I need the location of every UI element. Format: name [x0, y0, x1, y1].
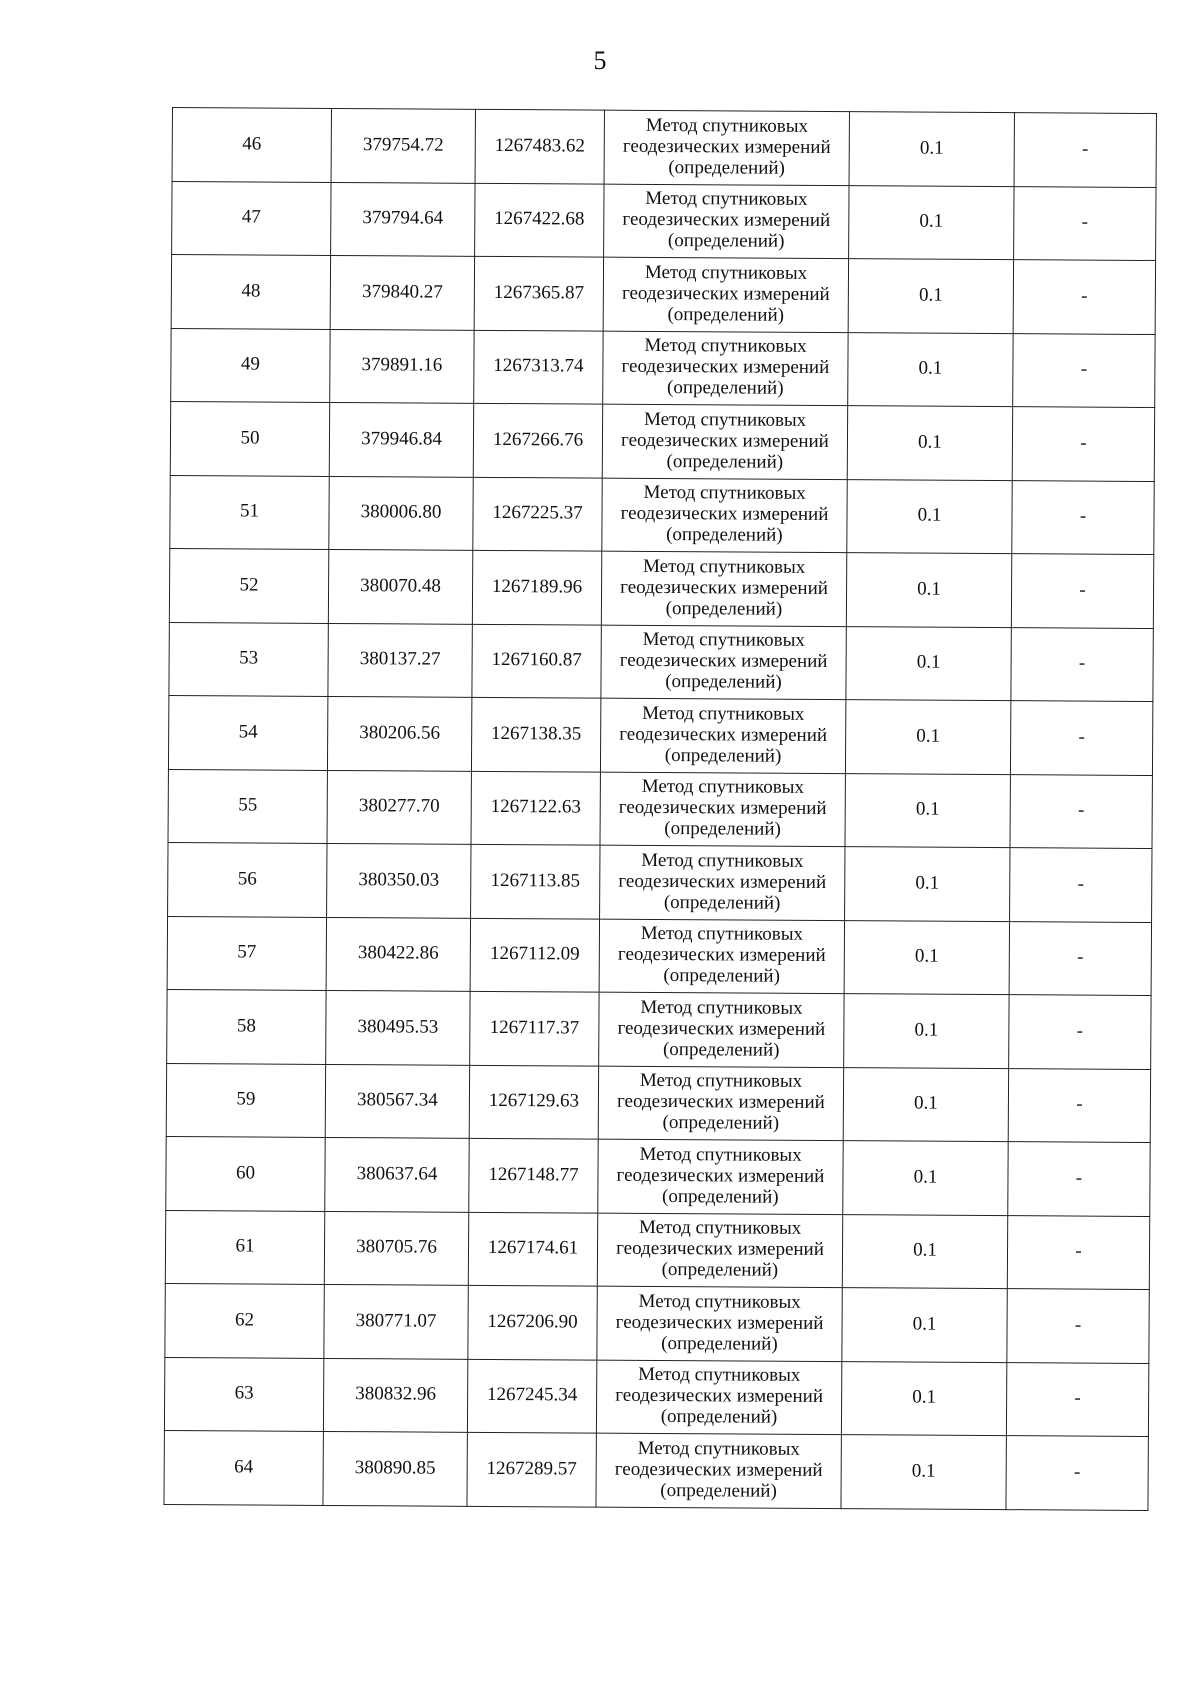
- coordinates-table: [163, 107, 1157, 1510]
- method-text-line: геодезических измерений: [617, 944, 826, 967]
- point-number-cell: 60: [166, 1136, 325, 1210]
- method-text-line: геодезических измерений: [616, 1091, 825, 1114]
- method-text-line: геодезических измерений: [620, 503, 829, 526]
- coordinate-x-cell: 379794.64: [331, 182, 475, 256]
- method-cell: [596, 1433, 841, 1508]
- method-text-line: (определений): [662, 1185, 779, 1208]
- table-row: [171, 328, 1155, 408]
- coordinate-x-cell: 379840.27: [330, 255, 474, 329]
- coordinate-y-cell: 1267174.61: [468, 1212, 597, 1286]
- coordinate-x-cell: 380567.34: [325, 1064, 469, 1138]
- coordinate-y-cell: 1267365.87: [474, 256, 603, 330]
- table-row: [169, 622, 1153, 702]
- table-row: [169, 548, 1153, 628]
- method-text-line: (определений): [663, 965, 781, 987]
- accuracy-cell: 0.1: [844, 994, 1009, 1069]
- note-cell: -: [1009, 921, 1151, 995]
- method-cell: [603, 257, 848, 332]
- point-number-cell: 57: [167, 916, 326, 990]
- method-text-line: Метод спутниковых: [639, 1070, 803, 1093]
- accuracy-cell: 0.1: [848, 332, 1013, 407]
- note-cell: -: [1011, 554, 1153, 628]
- note-cell: -: [1008, 1068, 1150, 1142]
- method-text-line: (определений): [660, 1479, 777, 1502]
- table-row: [166, 1136, 1150, 1216]
- point-number-cell: 64: [164, 1430, 323, 1504]
- note-cell: -: [1011, 627, 1153, 701]
- point-number-cell: 56: [168, 842, 327, 916]
- point-number-cell: 46: [172, 108, 331, 182]
- method-text-line: (определений): [662, 1038, 780, 1061]
- note-cell: -: [1006, 1436, 1148, 1510]
- note-cell: -: [1012, 480, 1154, 554]
- method-cell: [601, 551, 846, 626]
- coordinate-x-cell: 380832.96: [323, 1358, 467, 1432]
- coordinate-y-cell: 1267189.96: [472, 550, 601, 624]
- accuracy-cell: 0.1: [846, 553, 1011, 628]
- accuracy-cell: 0.1: [841, 1435, 1006, 1510]
- note-cell: -: [1010, 848, 1152, 922]
- method-cell: [598, 1066, 843, 1141]
- accuracy-cell: 0.1: [849, 185, 1014, 260]
- point-number-cell: 63: [164, 1357, 323, 1431]
- note-cell: -: [1012, 407, 1154, 481]
- method-text-line: (определений): [666, 450, 784, 473]
- point-number-cell: 59: [166, 1063, 325, 1137]
- method-text-line: геодезических измерений: [615, 1311, 824, 1334]
- method-cell: [600, 772, 845, 847]
- coordinate-x-cell: 380070.48: [328, 549, 472, 623]
- method-text-line: Метод спутниковых: [642, 702, 805, 725]
- table-row: [166, 1063, 1150, 1143]
- method-cell: [604, 184, 849, 259]
- table-row: [165, 1283, 1149, 1363]
- method-text-line: геодезических измерений: [617, 1017, 826, 1040]
- method-cell: [597, 1213, 842, 1288]
- accuracy-cell: 0.1: [848, 259, 1013, 334]
- method-text-line: Метод спутниковых: [637, 1437, 801, 1460]
- coordinate-y-cell: 1267117.37: [470, 991, 599, 1065]
- coordinate-x-cell: 379946.84: [329, 402, 473, 476]
- method-text-line: геодезических измерений: [621, 356, 830, 379]
- coordinate-y-cell: 1267289.57: [467, 1432, 596, 1506]
- method-cell: [602, 404, 847, 479]
- method-cell: [598, 1139, 843, 1214]
- method-text-line: геодезических измерений: [620, 576, 829, 599]
- method-text-line: геодезических измерений: [622, 209, 831, 232]
- accuracy-cell: 0.1: [845, 773, 1010, 848]
- coordinate-x-cell: 380771.07: [324, 1284, 468, 1358]
- coordinate-x-cell: 380637.64: [325, 1137, 469, 1211]
- method-cell: [600, 845, 845, 920]
- point-number-cell: 48: [171, 255, 330, 329]
- method-text-line: Метод спутниковых: [643, 482, 806, 505]
- accuracy-cell: 0.1: [841, 1361, 1006, 1436]
- method-cell: [600, 698, 845, 773]
- method-text-line: (определений): [664, 818, 781, 840]
- accuracy-cell: 0.1: [845, 700, 1010, 775]
- table-row: [167, 916, 1151, 996]
- coordinate-y-cell: 1267206.90: [468, 1285, 597, 1359]
- table-row: [170, 475, 1154, 555]
- table-row: [172, 181, 1156, 261]
- coordinate-y-cell: 1267148.77: [469, 1138, 598, 1212]
- method-text-line: геодезических измерений: [618, 797, 827, 820]
- coordinate-y-cell: 1267422.68: [475, 183, 604, 257]
- method-text-line: геодезических измерений: [614, 1458, 823, 1481]
- method-text-line: (определений): [664, 744, 782, 767]
- point-number-cell: 62: [165, 1283, 324, 1357]
- method-cell: [602, 478, 847, 553]
- accuracy-cell: 0.1: [842, 1214, 1007, 1289]
- point-number-cell: 54: [168, 695, 327, 769]
- coordinate-x-cell: 380890.85: [323, 1431, 467, 1505]
- table-row: [164, 1430, 1148, 1510]
- coordinate-y-cell: 1267113.85: [471, 844, 600, 918]
- coordinate-y-cell: 1267138.35: [471, 697, 600, 771]
- method-cell: [599, 919, 844, 994]
- method-text-line: геодезических измерений: [619, 723, 828, 746]
- coordinate-y-cell: 1267160.87: [472, 624, 601, 698]
- table-row: [165, 1210, 1149, 1290]
- accuracy-cell: 0.1: [844, 920, 1009, 995]
- note-cell: -: [1013, 333, 1155, 407]
- method-cell: [604, 110, 849, 185]
- point-number-cell: 49: [171, 328, 330, 402]
- method-text-line: Метод спутниковых: [640, 923, 804, 946]
- coordinate-x-cell: 380705.76: [324, 1211, 468, 1285]
- coordinate-y-cell: 1267129.63: [469, 1065, 598, 1139]
- method-cell: [597, 1286, 842, 1361]
- note-cell: -: [1014, 113, 1156, 187]
- point-number-cell: 47: [172, 181, 331, 255]
- method-text-line: (определений): [668, 156, 785, 179]
- table-row: [167, 989, 1151, 1069]
- method-text-line: Метод спутниковых: [638, 1217, 802, 1240]
- table-row: [168, 695, 1152, 775]
- coordinate-y-cell: 1267122.63: [471, 771, 600, 845]
- method-text-line: Метод спутниковых: [639, 1143, 802, 1166]
- method-text-line: (определений): [665, 671, 782, 693]
- method-text-line: Метод спутниковых: [641, 849, 804, 872]
- coordinate-x-cell: 379754.72: [331, 108, 475, 182]
- method-text-line: геодезических измерений: [621, 282, 830, 305]
- method-cell: [601, 625, 846, 700]
- method-text-line: геодезических измерений: [619, 650, 828, 673]
- page-number: 5: [593, 46, 607, 75]
- method-text-line: (определений): [667, 303, 785, 326]
- coordinates-table-body: [164, 108, 1157, 1510]
- method-text-line: Метод спутниковых: [644, 261, 808, 284]
- note-cell: -: [1007, 1289, 1149, 1363]
- accuracy-cell: 0.1: [846, 626, 1011, 701]
- note-cell: -: [1014, 186, 1156, 260]
- coordinate-y-cell: 1267266.76: [473, 403, 602, 477]
- coordinates-table-wrapper: [163, 107, 1150, 1510]
- point-number-cell: 61: [165, 1210, 324, 1284]
- method-text-line: Метод спутниковых: [643, 408, 807, 431]
- method-text-line: Метод спутниковых: [645, 114, 809, 137]
- method-text-line: (определений): [660, 1406, 778, 1428]
- coordinate-x-cell: 380350.03: [327, 843, 471, 917]
- note-cell: -: [1007, 1215, 1149, 1289]
- note-cell: -: [1006, 1362, 1148, 1436]
- note-cell: -: [1010, 701, 1152, 775]
- method-cell: [596, 1360, 841, 1435]
- method-text-line: геодезических измерений: [622, 135, 831, 158]
- accuracy-cell: 0.1: [847, 479, 1012, 554]
- accuracy-cell: 0.1: [849, 112, 1014, 187]
- method-text-line: (определений): [667, 230, 785, 252]
- method-text-line: геодезических измерений: [616, 1164, 825, 1187]
- method-text-line: Метод спутниковых: [638, 1290, 801, 1313]
- method-text-line: геодезических измерений: [621, 429, 829, 452]
- note-cell: -: [1013, 260, 1155, 334]
- method-text-line: Метод спутниковых: [641, 776, 805, 799]
- accuracy-cell: 0.1: [843, 1141, 1008, 1216]
- method-text-line: Метод спутниковых: [642, 629, 805, 652]
- coordinate-x-cell: 379891.16: [330, 329, 474, 403]
- method-text-line: (определений): [662, 1112, 780, 1134]
- accuracy-cell: 0.1: [843, 1067, 1008, 1142]
- coordinate-y-cell: 1267245.34: [467, 1359, 596, 1433]
- point-number-cell: 52: [169, 548, 328, 622]
- coordinate-x-cell: 380006.80: [329, 476, 473, 550]
- method-cell: [603, 331, 848, 406]
- coordinate-y-cell: 1267225.37: [473, 477, 602, 551]
- method-text-line: Метод спутниковых: [638, 1364, 801, 1387]
- coordinate-x-cell: 380206.56: [327, 696, 471, 770]
- method-text-line: (определений): [661, 1259, 779, 1281]
- method-text-line: (определений): [665, 597, 783, 620]
- note-cell: -: [1008, 1142, 1150, 1216]
- point-number-cell: 53: [169, 622, 328, 696]
- method-cell: [599, 992, 844, 1067]
- table-row: [171, 255, 1155, 335]
- coordinate-y-cell: 1267112.09: [470, 918, 599, 992]
- coordinate-x-cell: 380137.27: [328, 623, 472, 697]
- note-cell: -: [1010, 774, 1152, 848]
- coordinate-x-cell: 380495.53: [326, 990, 470, 1064]
- method-text-line: (определений): [661, 1332, 778, 1355]
- accuracy-cell: 0.1: [845, 847, 1010, 922]
- point-number-cell: 58: [167, 989, 326, 1063]
- table-row: [170, 401, 1154, 481]
- coordinate-y-cell: 1267483.62: [475, 109, 604, 183]
- method-text-line: Метод спутниковых: [643, 555, 806, 578]
- method-text-line: геодезических измерений: [615, 1385, 824, 1408]
- method-text-line: (определений): [666, 377, 784, 399]
- accuracy-cell: 0.1: [842, 1288, 1007, 1363]
- method-text-line: Метод спутниковых: [645, 188, 808, 211]
- method-text-line: геодезических измерений: [616, 1238, 824, 1261]
- method-text-line: Метод спутниковых: [644, 335, 807, 358]
- coordinate-y-cell: 1267313.74: [474, 330, 603, 404]
- accuracy-cell: 0.1: [847, 406, 1012, 481]
- table-row: [168, 842, 1152, 922]
- point-number-cell: 51: [170, 475, 329, 549]
- coordinate-x-cell: 380277.70: [327, 770, 471, 844]
- coordinate-x-cell: 380422.86: [326, 917, 470, 991]
- method-text-line: геодезических измерений: [618, 870, 827, 893]
- point-number-cell: 50: [170, 401, 329, 475]
- table-row: [168, 769, 1152, 849]
- note-cell: -: [1009, 995, 1151, 1069]
- method-text-line: Метод спутниковых: [640, 996, 803, 1019]
- point-number-cell: 55: [168, 769, 327, 843]
- method-text-line: (определений): [663, 891, 781, 914]
- method-text-line: (определений): [666, 524, 783, 546]
- table-row: [164, 1357, 1148, 1437]
- table-row: [172, 108, 1156, 188]
